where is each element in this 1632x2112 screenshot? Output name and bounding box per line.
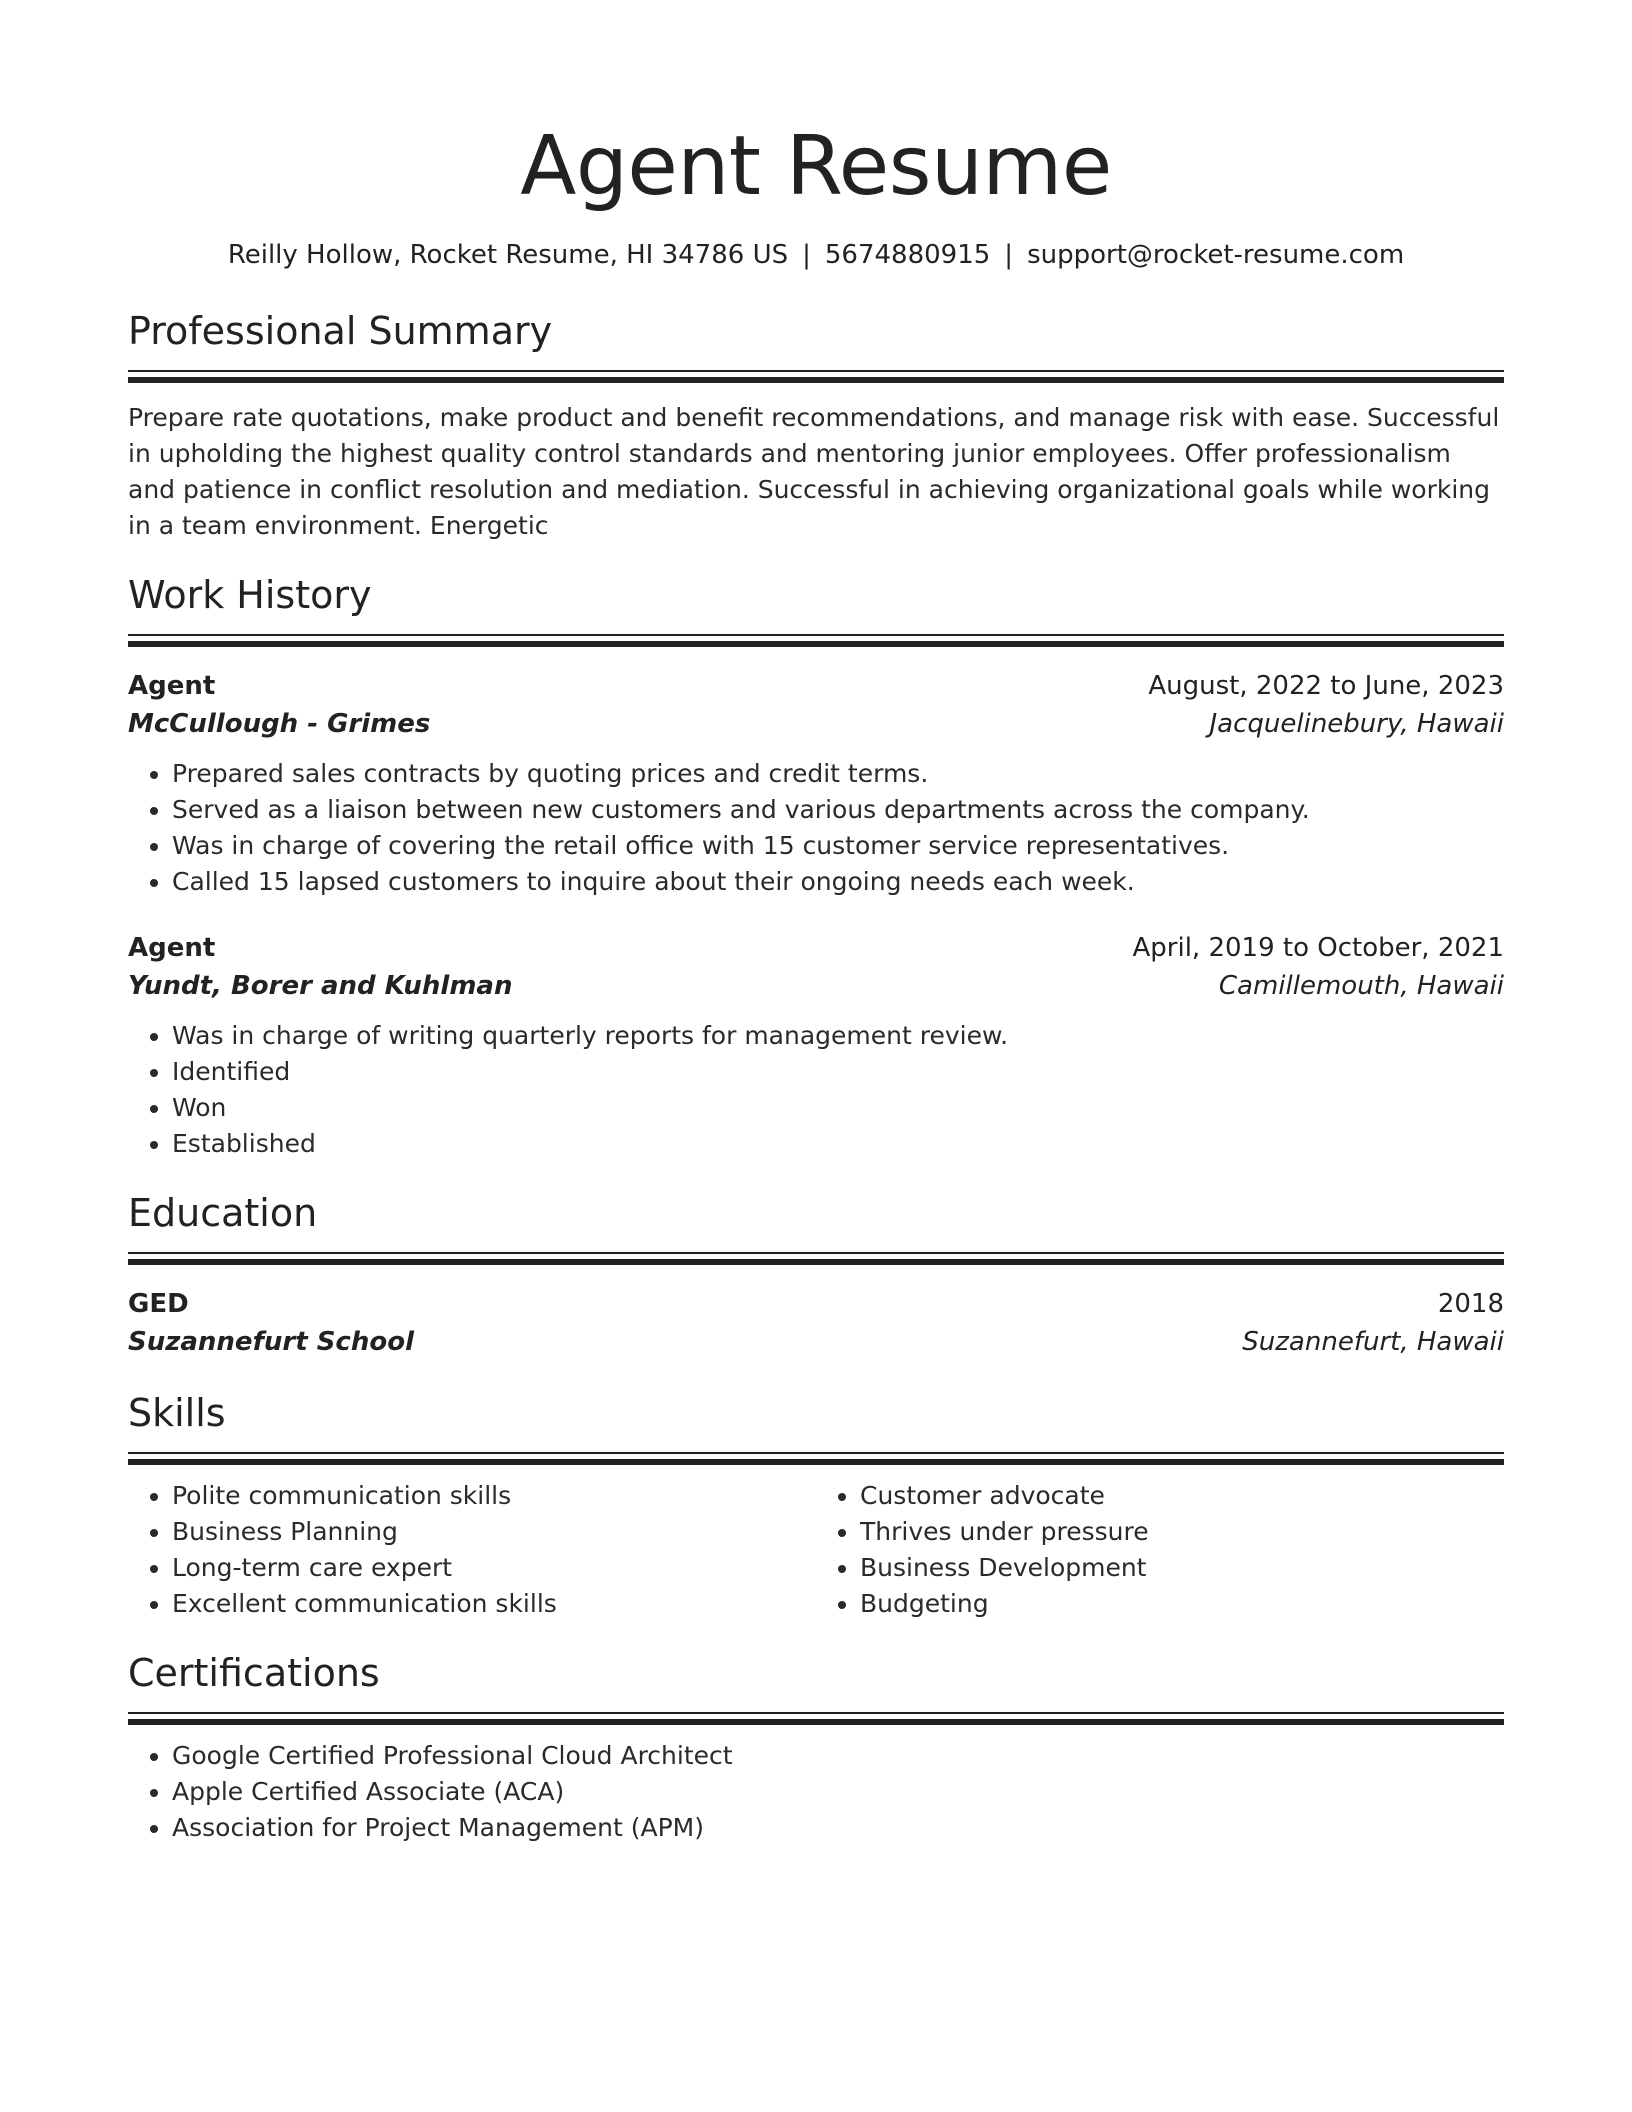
education-entry <box>128 1286 1504 1362</box>
education-section <box>128 1190 1504 1362</box>
job-dates: August, 2022 to June, 2023 <box>1148 671 1504 701</box>
work-history-section <box>128 572 1504 1162</box>
education-location: Suzannefurt, Hawaii <box>1242 1327 1504 1357</box>
section-heading-summary: Professional Summary <box>128 309 553 353</box>
contact-address: Reilly Hollow, Rocket Resume, HI 34786 US <box>227 240 789 270</box>
job-duties-list <box>128 1018 1504 1162</box>
section-heading-work-history: Work History <box>128 573 372 617</box>
contact-line <box>128 238 1504 272</box>
contact-email: support@rocket-resume.com <box>1027 240 1405 270</box>
section-divider <box>128 370 1504 384</box>
resume-page <box>128 0 1504 1846</box>
job-dates: April, 2019 to October, 2021 <box>1132 933 1504 963</box>
skills-list-left <box>128 1478 816 1622</box>
certification-item: • Apple Certified Associate (ACA) <box>172 1774 1504 1810</box>
skill-item: • Business Development <box>860 1550 1504 1586</box>
section-divider <box>128 634 1504 648</box>
education-year: 2018 <box>1437 1289 1504 1319</box>
certifications-list <box>128 1738 1504 1846</box>
job-employer: Yundt, Borer and Kuhlman <box>128 971 513 1001</box>
section-heading-certifications: Certifications <box>128 1651 380 1695</box>
section-heading-education: Education <box>128 1191 318 1235</box>
job-duties-list <box>128 756 1504 900</box>
skill-item: • Excellent communication skills <box>172 1586 816 1622</box>
certifications-section <box>128 1650 1504 1846</box>
job-location: Jacquelinebury, Hawaii <box>1209 709 1504 739</box>
education-school: Suzannefurt School <box>128 1327 414 1357</box>
job-entry <box>128 668 1504 900</box>
job-duty: • Was in charge of covering the retail office with 15 customer service representatives. <box>172 828 1504 864</box>
skills-list-right <box>816 1478 1504 1622</box>
skill-item: • Budgeting <box>860 1586 1504 1622</box>
section-divider <box>128 1252 1504 1266</box>
job-duty: • Identified <box>172 1054 1504 1090</box>
skill-item: • Business Planning <box>172 1514 816 1550</box>
skill-item: • Customer advocate <box>860 1478 1504 1514</box>
job-entry <box>128 930 1504 1162</box>
skills-grid <box>128 1478 1504 1622</box>
certification-item: • Association for Project Management (APM) <box>172 1810 1504 1846</box>
resume-title: Agent Resume <box>520 119 1112 214</box>
skills-section <box>128 1390 1504 1622</box>
summary-text: Prepare rate quotations, make product and benefit recommendations, and manage risk with ease. Successful in upholding the highest quality control standards and mentoring junior employees. Offer professionalism and patience in conflict resolution and mediation. Successful in achieving organizational goals while working in a team environment. Energetic <box>128 403 1500 540</box>
education-degree: GED <box>128 1289 189 1319</box>
job-duty: • Was in charge of writing quarterly reports for management review. <box>172 1018 1504 1054</box>
skill-item: • Thrives under pressure <box>860 1514 1504 1550</box>
skill-item: • Polite communication skills <box>172 1478 816 1514</box>
certification-item: • Google Certified Professional Cloud Architect <box>172 1738 1504 1774</box>
job-location: Camillemouth, Hawaii <box>1218 971 1504 1001</box>
section-divider <box>128 1452 1504 1466</box>
skill-item: • Long-term care expert <box>172 1550 816 1586</box>
job-duty: • Established <box>172 1126 1504 1162</box>
job-duty: • Won <box>172 1090 1504 1126</box>
job-duty: • Served as a liaison between new customers and various departments across the company. <box>172 792 1504 828</box>
job-employer: McCullough - Grimes <box>128 709 431 739</box>
section-divider <box>128 1712 1504 1726</box>
section-heading-skills: Skills <box>128 1391 226 1435</box>
contact-separator: | <box>1004 240 1014 270</box>
contact-separator: | <box>802 240 811 270</box>
job-title: Agent <box>128 671 216 701</box>
job-duty: • Prepared sales contracts by quoting prices and credit terms. <box>172 756 1504 792</box>
job-title: Agent <box>128 933 216 963</box>
contact-phone: 5674880915 <box>824 240 991 270</box>
job-duty: • Called 15 lapsed customers to inquire about their ongoing needs each week. <box>172 864 1504 900</box>
summary-section <box>128 308 1504 544</box>
